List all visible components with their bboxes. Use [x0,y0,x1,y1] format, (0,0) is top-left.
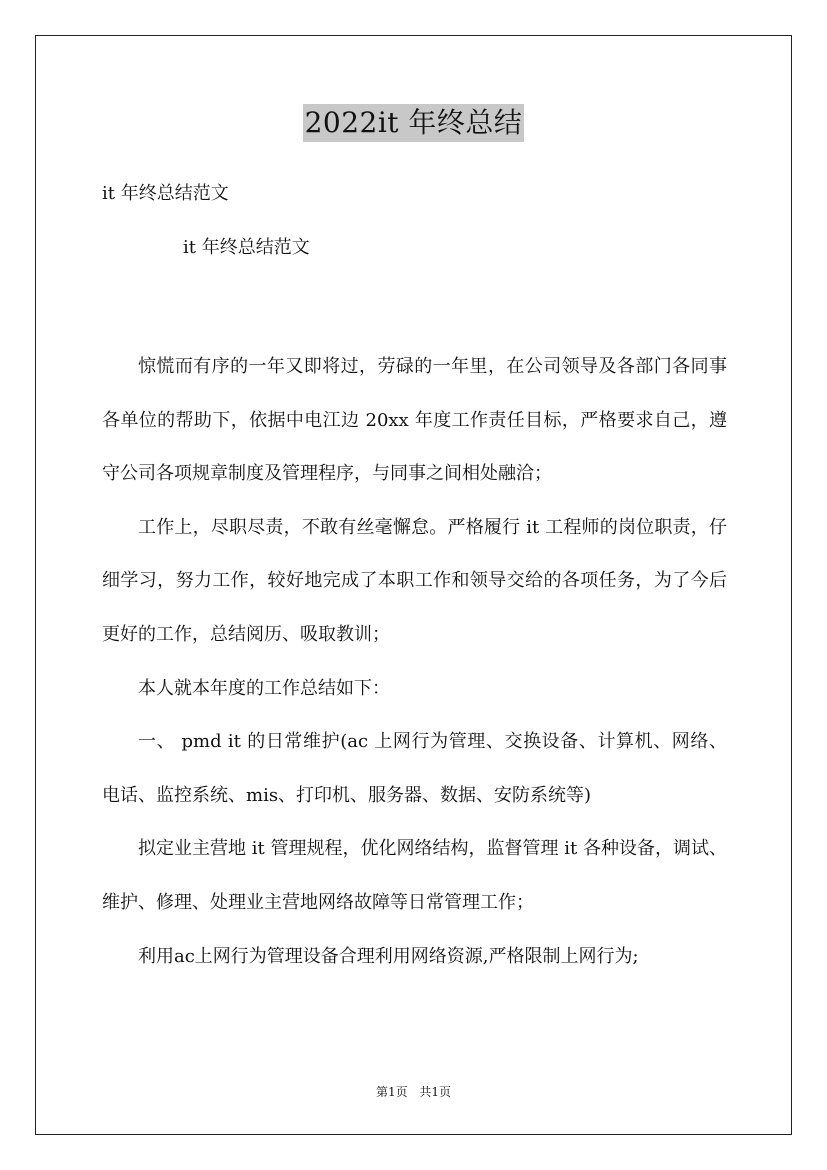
paragraph-management: 拟定业主营地 it 管理规程，优化网络结构，监督管理 it 各种设备，调试、维护、修理、处理业主营地网络故障等日常管理工作； [102,838,727,913]
title-container [0,104,827,142]
paragraph-intro: 惊慌而有序的一年又即将过，劳碌的一年里，在公司领导及各部门各同事各单位的帮助下，依据中电江边 20xx 年度工作责任目标，严格要求自己，遵守公司各项规章制度及管理程序，与同事之间相处融洽； [102,356,727,485]
page-total: 共1页 [419,1085,452,1099]
page-number: 第1页 [375,1085,408,1099]
paragraph-section-one: 一、 pmd it 的日常维护(ac 上网行为管理、交换设备、计算机、网络、电话、监控系统、mis、打印机、服务器、数据、安防系统等) [102,731,727,806]
subtitle-secondary: it 年终总结范文 [183,237,310,258]
paragraph-work-attitude: 工作上，尽职尽责，不敢有丝毫懈怠。严格履行 it 工程师的岗位职责，仔细学习，努力工作，较好地完成了本职工作和领导交给的各项任务，为了今后更好的工作，总结阅历、吸取教训； [102,516,727,645]
page-footer [0,1084,827,1100]
subtitle-primary: it 年终总结范文 [102,183,229,204]
paragraph-summary-lead: 本人就本年度的工作总结如下： [138,677,390,699]
document-title: 2022it 年终总结 [303,104,525,142]
document-body [102,340,727,983]
paragraph-network-control: 利用ac上网行为管理设备合理利用网络资源,严格限制上网行为; [138,945,639,967]
